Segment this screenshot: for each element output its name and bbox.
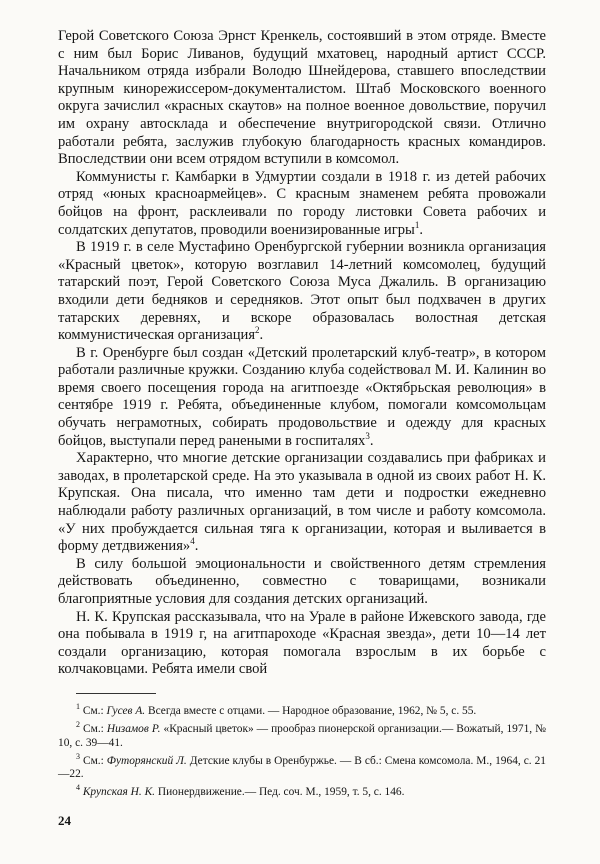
paragraph-5: Характерно, что многие детские организации создавались при фабриках и заводах, в пролетарской среде. На это указывала в одной из своих работ Н. К. Крупская. Она писала, что именно там дети и подростки ежедневно наблюдали работу различных организаций, в том числе и работу комсомола. «У них пробуждается сильная тяга к организации, которая и выливается в форму детдвижения»$^4$.: [58, 450, 546, 555]
paragraph-3: В 1919 г. в селе Мустафино Оренбургской губернии возникла организация «Красный цветок», которую возглавил 14-летний комсомолец, будущий татарский поэт, Герой Советского Союза Муса Джалиль. В организацию входили дети бедняков и середняков. Этот опыт был подхвачен в других татарских деревнях, и вскоре образовалась волостная детская коммунистическая организация$^2$.: [58, 239, 546, 344]
footnote-3: $^3$ См.: Футорянский Л. Детские клубы в Оренбуржье. — В сб.: Смена комсомола. М., 1964, с. 21—22.: [58, 751, 546, 781]
page-number: 24: [58, 813, 71, 828]
footnote-ref-4[interactable]: 4: [190, 536, 195, 547]
footnote-ref-3[interactable]: 3: [365, 430, 370, 441]
footnote-1: $^1$ См.: Гусев А. Всегда вместе с отцами. — Народное образование, 1962, № 5, с. 55.: [76, 701, 477, 717]
page-body: [58, 28, 546, 799]
paragraph-4: В г. Оренбурге был создан «Детский пролетарский клуб-театр», в котором работали различные кружки. Созданию клуба содействовал М. И. Калинин во время своего посещения города на агитпоезде «Октябрьская революция» в сентябре 1919 г. Ребята, объединенные клубом, помогали комсомольцам обучать неграмотных, собирать продовольствие и одежду для красных бойцов, выступали перед ранеными в госпиталях$^3$.: [58, 344, 546, 449]
footnote-divider: [76, 693, 156, 694]
paragraph-2: Коммунисты г. Камбарки в Удмуртии создали в 1918 г. из детей рабочих отряд «юных красноармейцев». С красным знаменем ребята провожали бойцов на фронт, расклеивали по городу листовки Совета рабочих и солдатских депутатов, проводили военизированные игры$^1$.: [58, 168, 546, 238]
footnote-4: $^4$ Крупская Н. К. Пионердвижение.— Пед. соч. М., 1959, т. 5, с. 146.: [76, 783, 405, 799]
footnote-2: $^2$ См.: Низамов Р. «Красный цветок» — прообраз пионерской организации.— Вожатый, 1971, № 10, с. 39—41.: [58, 719, 546, 749]
paragraph-6: В силу большой эмоциональности и свойственного детям стремления действовать объединенно, совместно с товарищами, возникали благоприятные условия для создания детских организаций.: [58, 555, 546, 607]
paragraph-1: Герой Советского Союза Эрнст Кренкель, состоявший в этом отряде. Вместе с ним был Борис Ливанов, будущий мхатовец, народный артист СССР. Начальником отряда избрали Володю Шнейдерова, ставшего впоследствии крупным кинорежиссером-документалистом. Штаб Московского военного округа зачислил «красных скаутов» на полное военное довольствие, поручил им охрану автосклада и обеспечение внутригородской связи. Отлично работали ребята, заслужив глубокую благодарность красных командиров. Впоследствии они всем отрядом вступили в комсомол.: [58, 28, 546, 168]
paragraph-7: Н. К. Крупская рассказывала, что на Урале в районе Ижевского завода, где она побывала в 1919 г, на агитпароходе «Красная звезда», дети 10—14 лет создали организацию, которая помогала взрослым в их борьбе с колчаковцами. Ребята имели свой: [58, 608, 546, 678]
footnote-ref-1[interactable]: 1: [414, 219, 420, 230]
footnotes: [58, 700, 546, 799]
footnote-ref-2[interactable]: 2: [255, 325, 260, 336]
